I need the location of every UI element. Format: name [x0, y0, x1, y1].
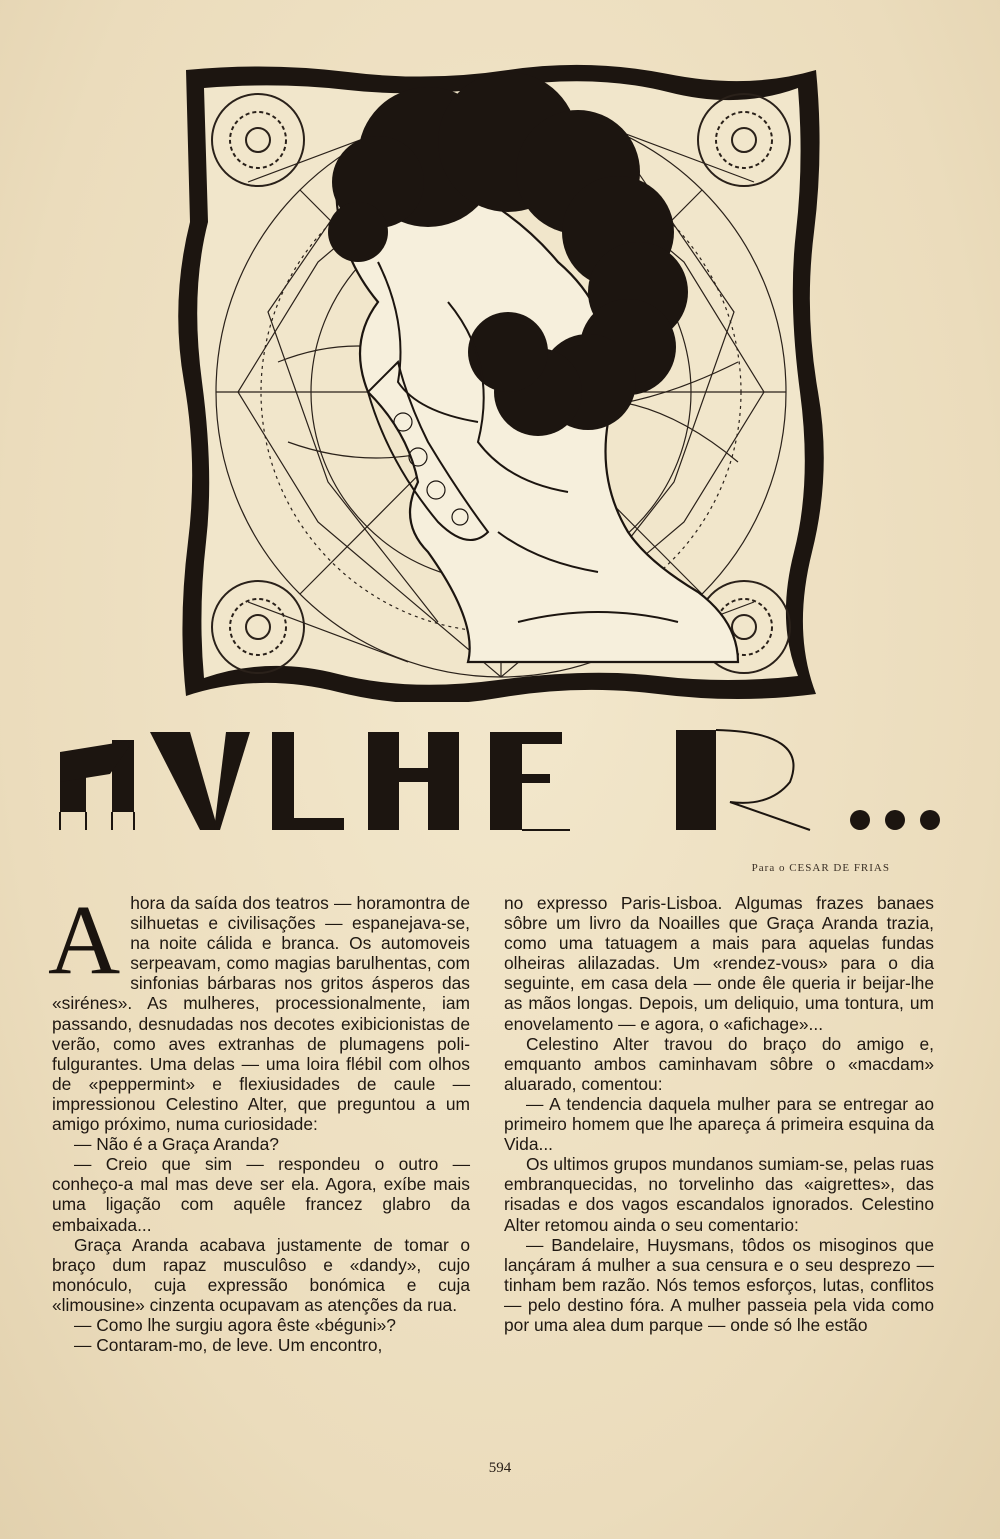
dedication-line: Para o CESAR DE FRIAS	[751, 862, 890, 874]
paragraph: Os ultimos grupos mundanos sumiam-se, pelas ruas embranquecidas, no torvelinho das «aigrettes», das risadas e dos vagos escandalos ignorados. Celestino Alter retomou ainda o seu comentario:	[504, 1154, 934, 1235]
article-title	[50, 712, 950, 842]
drop-cap: A	[48, 884, 121, 995]
paragraph: — Contaram-mo, de leve. Um encontro,	[74, 1335, 383, 1356]
opening-paragraph	[48, 884, 470, 1135]
paragraph: — Creio que sim — respondeu o outro — conheço-a mal mas deve ser ela. Agora, exíbe mais uma ligação com aquêle francez glabro da embaixada...	[52, 1154, 470, 1235]
paragraph: — Como lhe surgiu agora êste «béguni»?	[74, 1314, 396, 1335]
paragraph: — A tendencia daquela mulher para se entregar ao primeiro homem que lhe apareça á primeira esquina da Vida...	[504, 1093, 934, 1155]
page-number: 594	[488, 1460, 512, 1476]
art-deco-woman-illustration	[178, 62, 824, 702]
text-column-left	[48, 884, 470, 1356]
text-column-right	[504, 893, 934, 1335]
paragraph: — Não é a Graça Aranda?	[74, 1134, 279, 1155]
paragraph: Celestino Alter travou do braço do amigo e, emquanto ambos caminhavam sôbre o «macdam» aluarado, comentou:	[504, 1033, 934, 1094]
paragraph-text: hora da saída dos teatros — horamontra de silhuetas e civilisações — espanejava-se, na noite cálida e branca. Os automoveis serpeavam, como magias barulhentas, com sinfonias bárbaras nos gritos ásperos das «sirénes». As mulheres, processionalmente, iam passando, desnudadas nos decotes exibicionistas de verão, como aves extranhas de plumagens poli-fulgurantes. Uma delas — uma loira flébil com olhos de «peppermint» e flexiusidades de caule — impressionou Celestino Alter, que preguntou a um amigo próximo, numa curiosidade:	[52, 893, 470, 1135]
stylized-title-lettering	[50, 712, 950, 842]
paragraph: — Bandelaire, Huysmans, tôdos os misoginos que lançáram á mulher a sua censura e o seu desprezo — tinham bem razão. Nós temos esforços, lutas, conflitos — pelo destino fóra. A mulher passeia pela vida como por uma alea dum parque — onde só lhe estão	[504, 1234, 934, 1335]
paragraph: no expresso Paris-Lisboa. Algumas frazes banaes sôbre um livro da Noailles que Graça Aranda trazia, como uma tatuagem a mais para aquelas fundas olheiras alilazadas. Um «rendez-vous» para o dia seguinte, em casa dela — onde êle queria ir beijar-lhe as mãos longas. Depois, um deliquio, uma tontura, um enovelamento — e agora, o «afichage»...	[504, 893, 934, 1034]
paragraph: Graça Aranda acabava justamente de tomar o braço dum rapaz musculôso e «dandy», cujo monóculo, cuja expressão bonómica e cuja «limousine» cinzenta ocupavam as atenções da rua.	[52, 1234, 470, 1315]
